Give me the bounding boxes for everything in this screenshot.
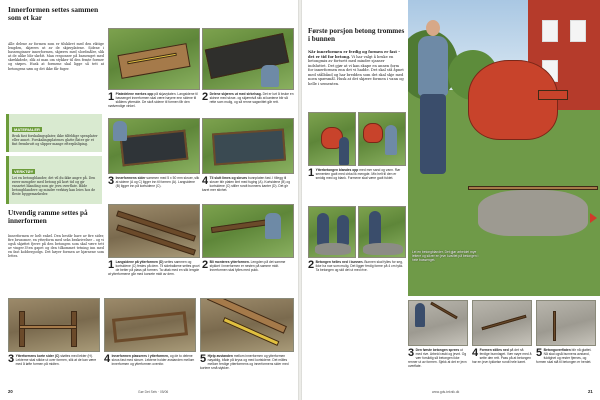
bstep5-bold: Hjelp avstanden [207, 354, 233, 358]
step3-text: sammen med 5 x 50 mm skruer, slik at sidene (A og C) ligger inn til formen (A). Langsidene (B) ligger inn på kortsidene (C). [115, 176, 200, 188]
step2-bold: Delene skjæres ut med sirkelsag. [209, 92, 262, 96]
rstep5-num: 5 [536, 347, 543, 359]
left-intro-text: Alle delene av formen som er tilskåret med den riktige lengden, skjæres ut av de skjøvplatene. Sidene i bassenginner innerformen, skjæres med slordmåler, slik at de ulike blir skrått. Man responser på bassenget med skrekkdede, slik at man om stykker til den femte former og støpes. Husk at formene skal ligge så tett at betongens søm og det ikke får fuger. [8, 42, 104, 71]
bstep1-text: settes sammen og kortsidene (C) festes på dem. Til sidebalkene settes grovt de beiter på plass på formen. Ta uttak med en slik lengde at ytterformene går med korsete midt av dem. [108, 260, 200, 276]
bstep2-text: Lengden på det samme stykket i innerformen er nesten på samme midt. Innerformen skal fylles med pukk. [209, 260, 286, 272]
right-intro-bold: Når innerformen er ferdig og formen er fast – det er tid for betong. [308, 50, 401, 59]
bstep3-photo [8, 298, 100, 352]
bstep3-num: 3 [8, 353, 15, 365]
rstep1-caption [308, 168, 406, 202]
bstep4-bold: Innerformen plasseres i ytterformen, [111, 354, 169, 358]
rstep2b-photo [358, 206, 406, 258]
bstep2-num: 2 [202, 259, 209, 271]
rstep1b-photo [358, 112, 406, 166]
rstep3-num: 3 [408, 347, 415, 359]
step2-num: 2 [202, 91, 209, 103]
left-folio: 20 [8, 389, 13, 394]
materials-box [6, 114, 102, 152]
rstep2-num: 2 [308, 259, 315, 271]
step3-photo [108, 118, 200, 174]
bstep2-photo [202, 204, 294, 258]
hero-photo-caption: Lei en betongblander. Det gjør arbeidet mye lettere og sikrer en jevn kvalitet på betongen i hele bassenget. [412, 250, 479, 262]
rstep2-caption [308, 260, 406, 294]
bstep1-caption [108, 260, 200, 292]
rstep3-bold: Den første betongen sprees [415, 348, 460, 352]
rstep4-num: 4 [472, 347, 479, 359]
rstep1-photo [308, 112, 356, 166]
rstep2-text: Bunnen skal fylles for seg, ikke ha noe som mulig. Det ligger ferdig forme på 4 cm tykk. Ta betongen og skil det ut med rive. [315, 260, 404, 272]
materials-text: Bruk fast forskalingsplater, ikke tilfeldige spenplater eller annet. Forskalingsplatenes glatte flater gir et fint frembrutt og slipper mange efterpåsliping. [12, 134, 98, 146]
rstep1-text: med mer sand og vann. Rør sementen godt med cirka lik mengde. Mix helt til den er smidig med og blank. Formene skal være godt fuktet. [315, 168, 401, 180]
step2-caption [202, 92, 294, 114]
left-footer: Gør Det Selv · 05/06 [138, 390, 169, 394]
rstep1-bold: Ytterbetongen blandes opp [315, 168, 359, 172]
tools-label: VERKTØY [14, 169, 34, 174]
bstep1-num: 1 [108, 259, 115, 271]
bstep4-photo [104, 298, 196, 352]
section2-title: Utvendig ramme settes på innerformen [8, 209, 88, 225]
step2-text: Det er lurt å bruke en skinne med skrue- og skjærnivå slik at kantene blir så rette som mulig, og så renne sagsnittet går rett. [209, 92, 294, 104]
step1-text: på skjøvplaten. Langsidene til bassenget innerformen skal være høyere enn sidene til skålens ytterside. De skrå sidene til formen får den nødvendige vinkel. [108, 92, 198, 108]
rstep4-photo [472, 300, 532, 346]
bstep3-bold: Ytterformens korte sider (C) [15, 354, 60, 358]
rstep3-caption [408, 348, 468, 386]
right-folio: 21 [588, 389, 593, 394]
rstep3-text: ut med rive. Arbeid raskt og jevnt. Og vær forsiktig så betongen ikke renner ut av formen. Sjekk at det er jevn overflate. [408, 348, 467, 368]
step3-caption [108, 176, 200, 200]
rstep2-bold: Betongen helles ned i bunnen. [315, 260, 364, 264]
step1-photo [108, 28, 200, 90]
bstep5-num: 5 [200, 353, 207, 365]
bstep2-bold: Bli monteres ytterformen. [209, 260, 250, 264]
bstep2-caption [202, 260, 294, 292]
rstep3-photo [408, 300, 468, 346]
step4-text: bunnplaten fast. I tillegg til skruer blir platen limt med fuging (A). Kortsidene (B) og kortsidene (C) stiller rundt bunnens kanter (D). Det gir karet mer stivhet. [202, 176, 291, 192]
bstep1-photo [108, 204, 200, 258]
step1-bold: Platedelene merkes opp [115, 92, 154, 96]
bstep5-caption [200, 354, 294, 386]
next-page-arrow-icon [590, 213, 597, 223]
step3-num: 3 [108, 175, 115, 187]
rstep5-text: blir nå glattet. Nå skal også bunnens avstand, fuktighet og rester fjernes, og formen skal stå til betongen er herdet. [536, 348, 592, 364]
bstep5-photo [200, 298, 294, 352]
rstep5-photo [536, 300, 596, 346]
step4-num: 4 [202, 175, 209, 187]
section2-text: Innerformen er helt enkel. Den består bare av fire sider, fire brusomer, en ytterform med seks beskrivelser – og vi også skjøttet fjerre på den betongen som skal være tett av vinger.Uten gapet og den tilkommet tetning inn med en fast kobbergodgs. Det høyer formen av hjørnene som lettes. [8, 234, 104, 259]
tools-text: Lei en betongblander, det vil du ikke angre på. Den rører mengder med betong på kort tid og gir ensartet blanding som gir jevn overflate. Både betongblandere og mindre verktøy kan leies hos de fleste byggemarkeder. [12, 176, 96, 196]
rstep4-caption [472, 348, 532, 386]
left-page [0, 0, 298, 400]
rstep4-text: på det nå ferdige bunnlaget. Vær nøye med å sette den rett. Pass på at betongen har en jevn tykkelse rundt hele karet. [472, 348, 532, 364]
tools-box [6, 156, 102, 204]
bstep4-text: og de to delene skrus fast med skruer. Lektene holder avstanden mellom innerformen og ytterformen ovenfor. [111, 354, 195, 366]
bstep4-caption [104, 354, 196, 386]
step4-bold: Til slutt limes og skrues [209, 176, 248, 180]
step1-caption [108, 92, 200, 114]
bstep5-text: mellom innerformen og ytterformen nøyaktig, både på kryss og med kortsidene. Det måles mellom ferdige ytterformens og innerformens sider med kortere små stykker. [200, 354, 289, 370]
rstep5-bold: Betongoverflaten [543, 348, 571, 352]
rstep4-bold: Formen stilles ned [479, 348, 509, 352]
step4-photo [202, 118, 294, 174]
bstep1-bold: Langsidene på ytterformen (D) [115, 260, 164, 264]
right-intro-text: Vi har valgt å bruke en betongmix av fortsett med mindre sjanser indsluttet. Det gjør at vi kan skape en annen form for innerformen enn det vi hadde. Det skal stå åpnet med stålbånd og har bredden som det skal skje med noen spørsmål. Husk at det skjære formen i vann og helle i sementen. [308, 54, 404, 86]
rstep5-caption [536, 348, 596, 386]
step4-caption [202, 176, 294, 200]
right-footer: www.gds-teknik.dk [432, 390, 460, 394]
step2-photo [202, 28, 294, 90]
rstep2-photo [308, 206, 356, 258]
bstep3-caption [8, 354, 100, 386]
right-intro [308, 50, 404, 108]
bstep4-num: 4 [104, 353, 111, 365]
left-page-title: Innerformen settes sammen som et kar [8, 5, 99, 22]
right-page-title: Første porsjon betong trommes i bunnen [308, 27, 405, 43]
step3-bold: Innerformens sider [115, 176, 146, 180]
rstep1-num: 1 [308, 167, 315, 179]
step1-num: 1 [108, 91, 115, 103]
bstep3-text: støttes med lekter (H). Lekterne skal stikke ut over formen, slik at de kan være med å løfte formen på midten. [15, 354, 97, 366]
materials-label: MATERIALER [14, 127, 40, 132]
right-page [302, 0, 600, 400]
